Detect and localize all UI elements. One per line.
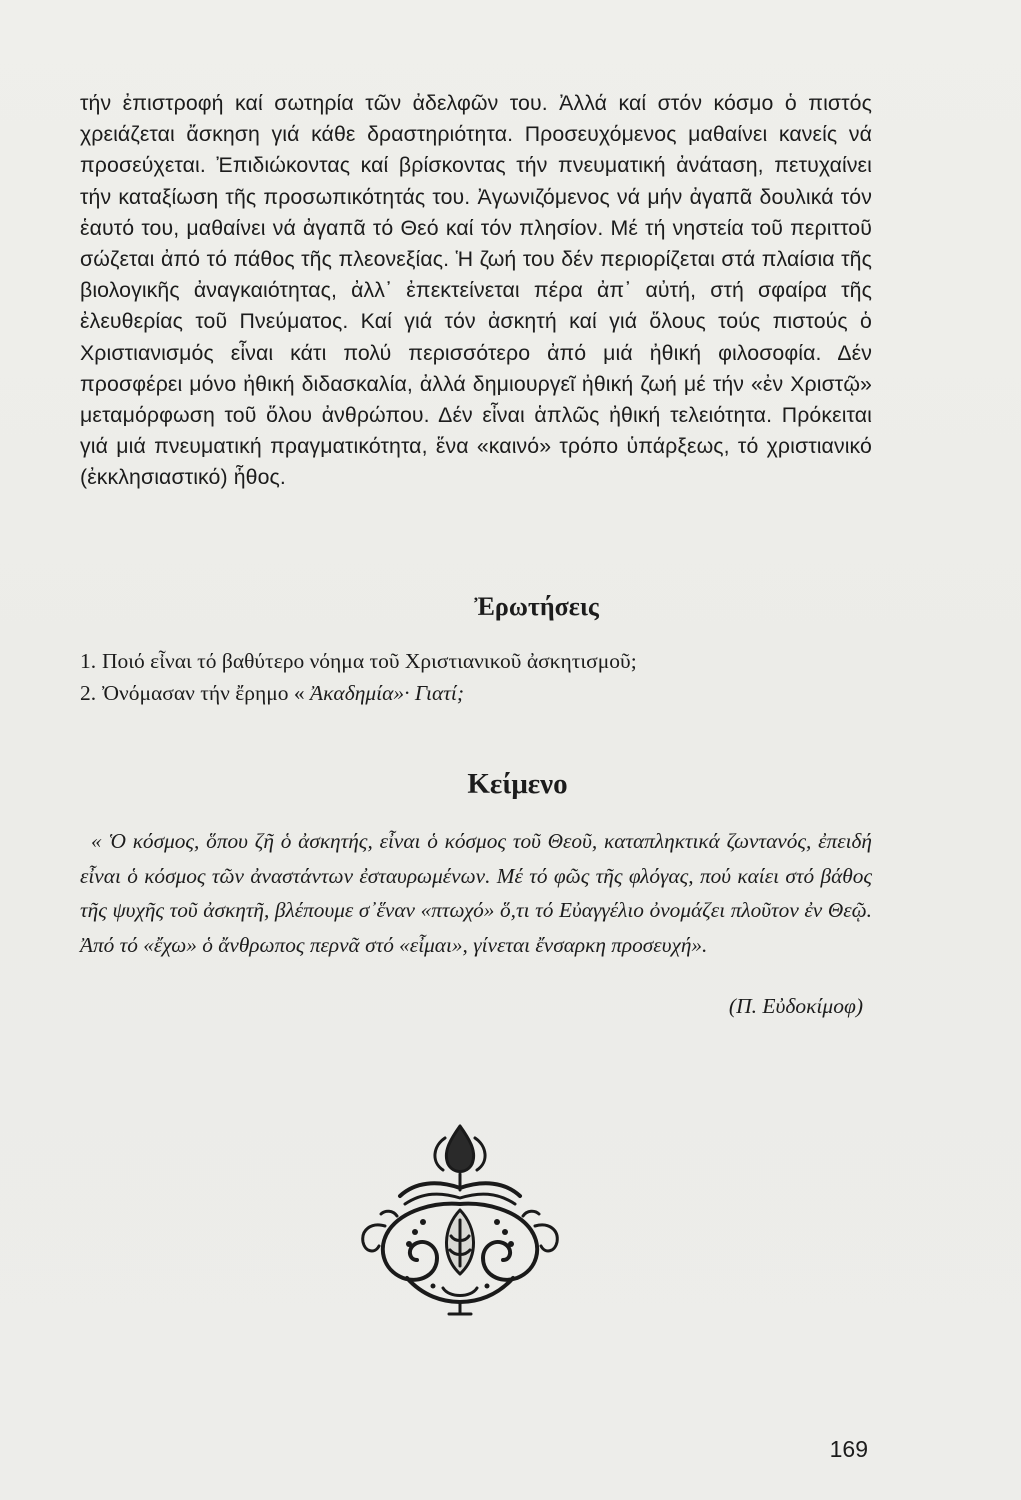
questions-list [80,645,872,709]
floral-ornament-icon [345,1118,575,1318]
question-number: 2. [80,681,97,705]
question-text: Ποιό εἶναι τό βαθύτερο νόημα τοῦ Χριστιανικοῦ ἀσκητισμοῦ; [102,649,637,673]
question-text-italic: Ἀκαδημία»· Γιατί; [309,681,465,705]
question-item [80,677,872,709]
questions-heading: Ἐρωτήσεις [474,592,599,621]
page-number: 169 [829,1436,868,1462]
quote-paragraph: « Ὁ κόσμος, ὅπου ζῆ ὁ ἀσκητής, εἶναι ὁ κόσμος τοῦ Θεοῦ, καταπληκτικά ζωντανός, ἐπειδή εἶναι ὁ κόσμος τῶν ἀναστάντων ἐσταυρωμένων. Μέ τό φῶς τῆς φλόγας, πού καίει στό βάθος τῆς ψυχῆς τοῦ ἀσκητῆ, βλέπουμε σ᾽ἕναν «πτωχό» ὅ,τι τό Εὐαγγέλιο ὀνομάζει πλοῦτον ἐν Θεῷ. Ἀπό τό «ἔχω» ὁ ἄνθρωπος περνᾶ στό «εἶμαι», γίνεται ἔνσαρκη προσευχή». [80,829,872,957]
question-text-plain: Ὀνόμασαν τήν ἔρημο « [102,681,310,705]
quote-author: (Π. Εὐδοκίμοφ) [728,994,863,1018]
question-number: 1. [80,649,97,673]
text-heading: Κείμενο [467,768,568,800]
question-text [102,677,464,709]
body-paragraph: τήν ἐπιστροφή καί σωτηρία τῶν ἀδελφῶν του. Ἀλλά καί στόν κόσμο ὁ πιστός χρειάζεται ἄσκηση γιά κάθε δραστηριότητα. Προσευχόμενος μαθαίνει κανείς νά προσεύχεται. Ἐπιδιώκοντας καί βρίσκοντας τήν πνευματική ἀνάταση, πετυχαίνει τήν καταξίωση τῆς προσωπικότητάς του. Ἀγωνιζόμενος νά μήν ἀγαπᾶ δουλικά τόν ἑαυτό του, μαθαίνει νά ἀγαπᾶ τό Θεό καί τόν πλησίον. Μέ τή νηστεία τοῦ περιττοῦ σώζεται ἀπό τό πάθος τῆς πλεονεξίας. Ἡ ζωή του δέν περιορίζεται στά πλαίσια τῆς βιολογικῆς ἀναγκαιότητας, ἀλλ᾽ ἐπεκτείνεται πέρα ἀπ᾽ αὐτή, στή σφαίρα τῆς ἐλευθερίας τοῦ Πνεύματος. Καί γιά τόν ἀσκητή καί γιά ὅλους τούς πιστούς ὁ Χριστιανισμός εἶναι κάτι πολύ περισσότερο ἀπό μιά ἠθική φιλοσοφία. Δέν προσφέρει μόνο ἠθική διδασκαλία, ἀλλά δημιουργεῖ ἠθική ζωή μέ τήν «ἐν Χριστῷ» μεταμόρφωση τοῦ ὅλου ἀνθρώπου. Δέν εἶναι ἁπλῶς ἠθική τελειότητα. Πρόκειται γιά μιά πνευματική πραγματικότητα, ἕνα «καινό» τρόπο ὑπάρξεως, τό χριστιανικό (ἐκκλησιαστικό) ἦθος. [80,91,872,490]
question-item [80,645,872,677]
